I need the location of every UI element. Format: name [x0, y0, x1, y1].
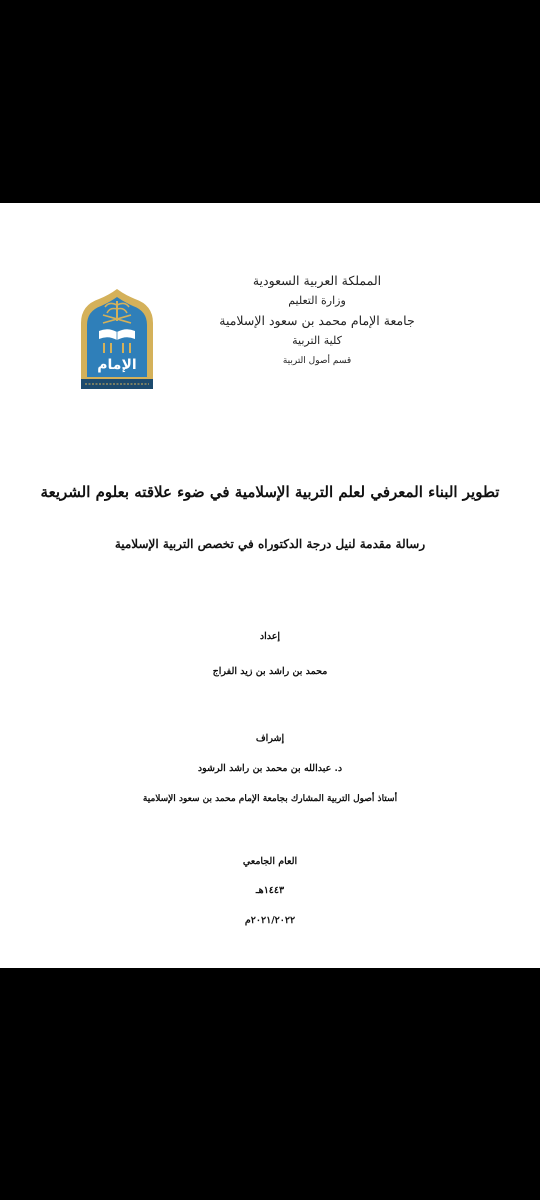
thesis-title: تطوير البناء المعرفي لعلم التربية الإسلامية في ضوء علاقته بعلوم الشريعة [40, 483, 500, 501]
gregorian-year: ٢٠٢١/٢٠٢٢م [244, 915, 296, 926]
prepared-label: إعداد [259, 631, 281, 642]
document-page [0, 203, 540, 968]
supervisor-name: د. عبدالله بن محمد بن راشد الرشود [197, 763, 343, 774]
ministry-name: وزارة التعليم [288, 294, 346, 307]
kingdom-name: المملكة العربية السعودية [252, 273, 382, 288]
institution-header [202, 271, 432, 371]
supervisor-position: أستاذ أصول التربية المشارك بجامعة الإمام محمد بن سعود الإسلامية [142, 794, 398, 804]
author-name: محمد بن راشد بن زيد الفراج [212, 666, 328, 677]
logo-text: الإمام [97, 357, 137, 373]
university-emblem-icon [79, 287, 155, 391]
supervision-label: إشراف [255, 733, 285, 744]
university-name: جامعة الإمام محمد بن سعود الإسلامية [219, 313, 415, 328]
academic-year-label: العام الجامعي [242, 856, 298, 867]
hijri-year: ١٤٤٣هـ [255, 885, 285, 896]
thesis-subtitle: رسالة مقدمة لنيل درجة الدكتوراه في تخصص التربية الإسلامية [114, 537, 426, 551]
department-name: قسم أصول التربية [282, 356, 352, 366]
college-name: كلية التربية [292, 334, 342, 347]
